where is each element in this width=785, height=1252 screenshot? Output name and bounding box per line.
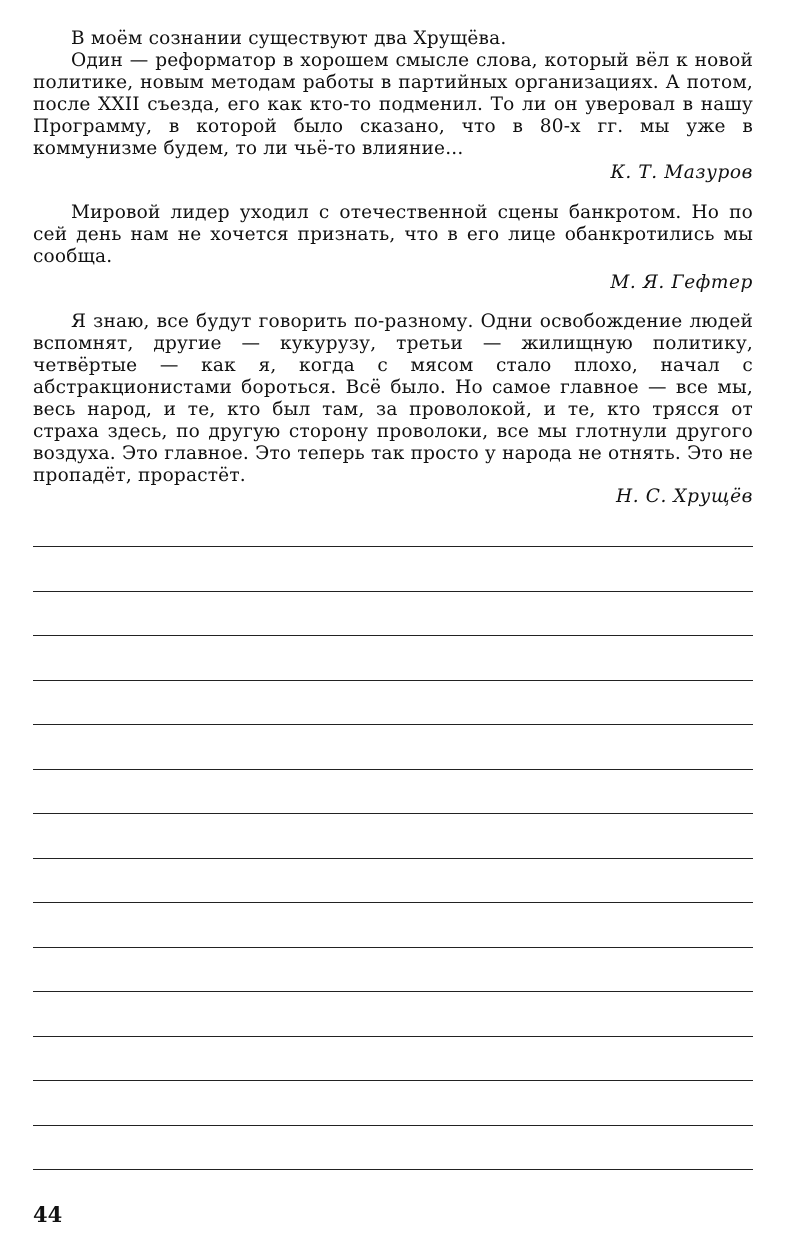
answer-line[interactable] [33,769,753,770]
answer-line[interactable] [33,1036,753,1037]
answer-line[interactable] [33,813,753,814]
answer-line[interactable] [33,858,753,859]
answer-line[interactable] [33,947,753,948]
quote-author-khrushchev: Н. С. Хрущёв [616,486,753,507]
quote-paragraph: Мировой лидер уходил с отечественной сцены банкротом. Но по сей день нам не хочется признать, что в его лице обанкротились мы сообща. [33,202,753,267]
quote-author-gefter: М. Я. Гефтер [610,272,753,293]
answer-line[interactable] [33,635,753,636]
answer-line[interactable] [33,991,753,992]
page-number: 44 [33,1202,63,1227]
quote-paragraph: Один — реформатор в хорошем смысле слова, который вёл к новой политике, новым методам работы в партийных организациях. А потом, после XXII съезда, его как кто-то подменил. То ли он уверовал в нашу Программу, в которой было сказано, что в 80-х гг. мы уже в коммунизме будем, то ли чьё-то влияние... [33,50,753,159]
quote-gefter [33,202,753,268]
quote-paragraph: Я знаю, все будут говорить по-разному. Одни освобождение людей вспомнят, другие — кукурузу, третьи — жилищную политику, четвёртые — как я, когда с мясом стало плохо, начал с абстракционистами бороться. Всё было. Но самое главное — все мы, весь народ, и те, кто был там, за проволокой, и те, кто трясся от страха здесь, по другую сторону проволоки, все мы глотнули другого воздуха. Это главное. Это теперь так просто у народа не отнять. Это не пропадёт, прорастёт. [33,311,753,486]
answer-line[interactable] [33,902,753,903]
quote-paragraph: В моём сознании существуют два Хрущёва. [71,28,507,49]
answer-line[interactable] [33,1125,753,1126]
answer-line[interactable] [33,1080,753,1081]
answer-line[interactable] [33,724,753,725]
quote-author-mazurov: К. Т. Мазуров [610,162,753,183]
quote-mazurov [33,28,753,160]
quote-khrushchev [33,311,753,487]
answer-line[interactable] [33,546,753,547]
answer-line[interactable] [33,680,753,681]
answer-line[interactable] [33,1169,753,1170]
answer-line[interactable] [33,591,753,592]
